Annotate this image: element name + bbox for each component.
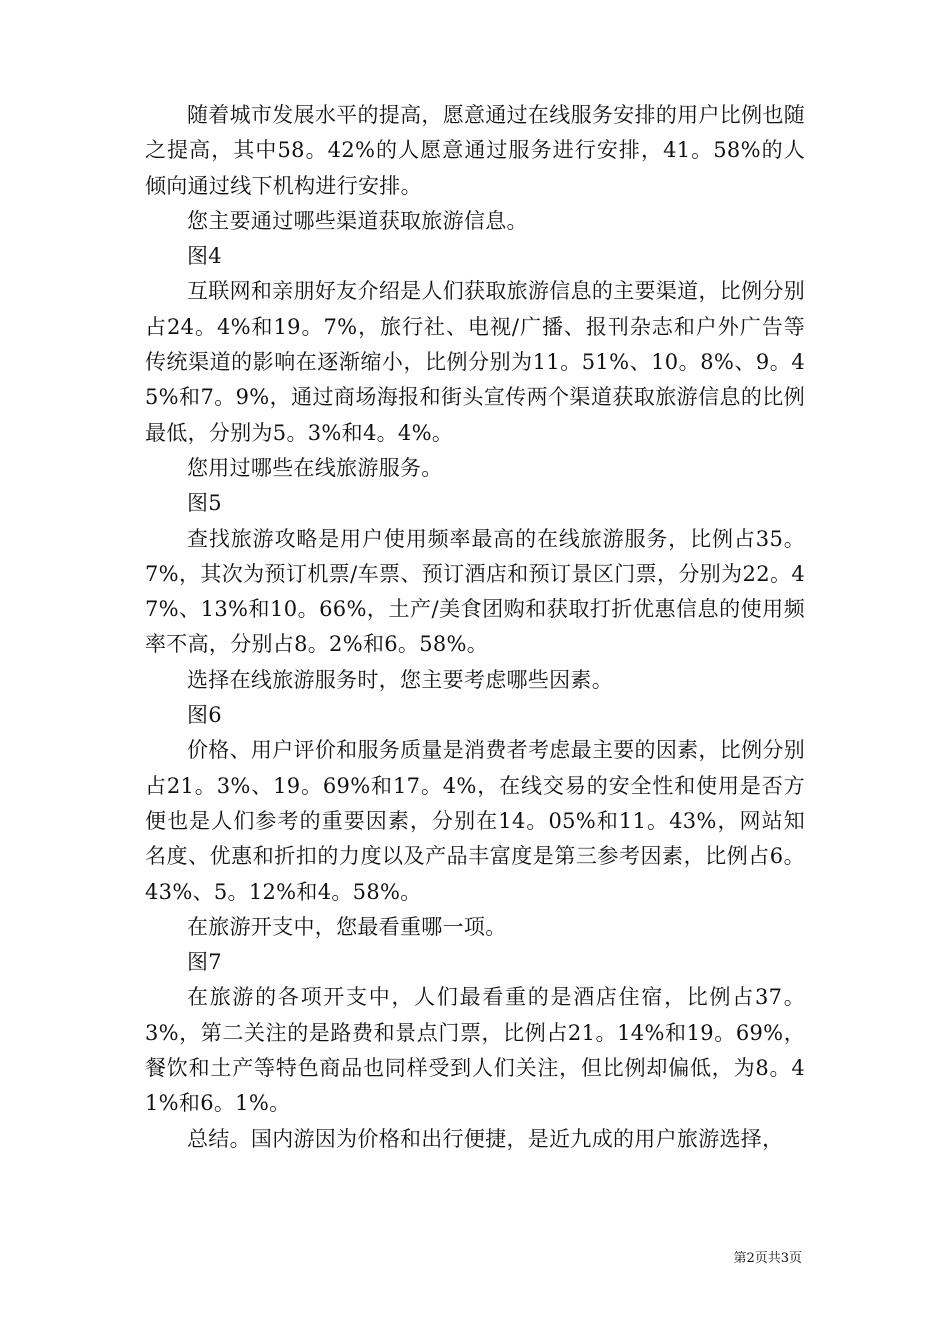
- paragraph-online-service-ratio: 随着城市发展水平的提高，愿意通过在线服务安排的用户比例也随之提高，其中58。42%的人愿意通过服务进行安排，41。58%的人倾向通过线下机构进行安排。: [145, 103, 805, 198]
- question-online-services: 您用过哪些在线旅游服务。: [187, 455, 443, 480]
- paragraph-travel-expenses: 在旅游的各项开支中，人们最看重的是酒店住宿，比例占37。3%，第二关注的是路费和景点门票，比例占21。14%和19。69%，餐饮和土产等特色商品也同样受到人们关注，但比例却偏低，为8。41%和6。1%。: [145, 985, 805, 1116]
- paragraph-info-channels: 互联网和亲朋好友介绍是人们获取旅游信息的主要渠道，比例分别占24。4%和19。7%，旅行社、电视/广播、报刊杂志和户外广告等传统渠道的影响在逐渐缩小，比例分别为11。51%、10。8%、9。45%和7。9%，通过商场海报和街头宣传两个渠道获取旅游信息的比例最低，分别为5。3%和4。4%。: [145, 279, 805, 445]
- figure-caption-5: 图5: [187, 491, 222, 516]
- question-selection-factors: 选择在线旅游服务时，您主要考虑哪些因素。: [187, 667, 613, 692]
- question-info-channels: 您主要通过哪些渠道获取旅游信息。: [187, 208, 528, 233]
- figure-caption-7: 图7: [187, 950, 222, 975]
- figure-caption-6: 图6: [187, 703, 222, 728]
- paragraph-online-services: 查找旅游攻略是用户使用频率最高的在线旅游服务，比例占35。7%，其次为预订机票/车票、预订酒店和预订景区门票，分别为22。47%、13%和10。66%，土产/美食团购和获取打折优惠信息的使用频率不高，分别占8。2%和6。58%。: [145, 526, 805, 657]
- figure-caption-4: 图4: [187, 244, 222, 269]
- paragraph-summary: 总结。国内游因为价格和出行便捷，是近九成的用户旅游选择，: [187, 1126, 784, 1151]
- paragraph-selection-factors: 价格、用户评价和服务质量是消费者考虑最主要的因素，比例分别占21。3%、19。69%和17。4%，在线交易的安全性和使用是否方便也是人们参考的重要因素，分别在14。05%和11。43%，网站知名度、优惠和折扣的力度以及产品丰富度是第三参考因素，比例占6。43%、5。12%和4。58%。: [145, 738, 805, 904]
- question-travel-expenses: 在旅游开支中，您最看重哪一项。: [187, 914, 507, 939]
- document-body: [145, 98, 805, 1157]
- page-number-footer: 第2页共3页: [733, 1251, 802, 1266]
